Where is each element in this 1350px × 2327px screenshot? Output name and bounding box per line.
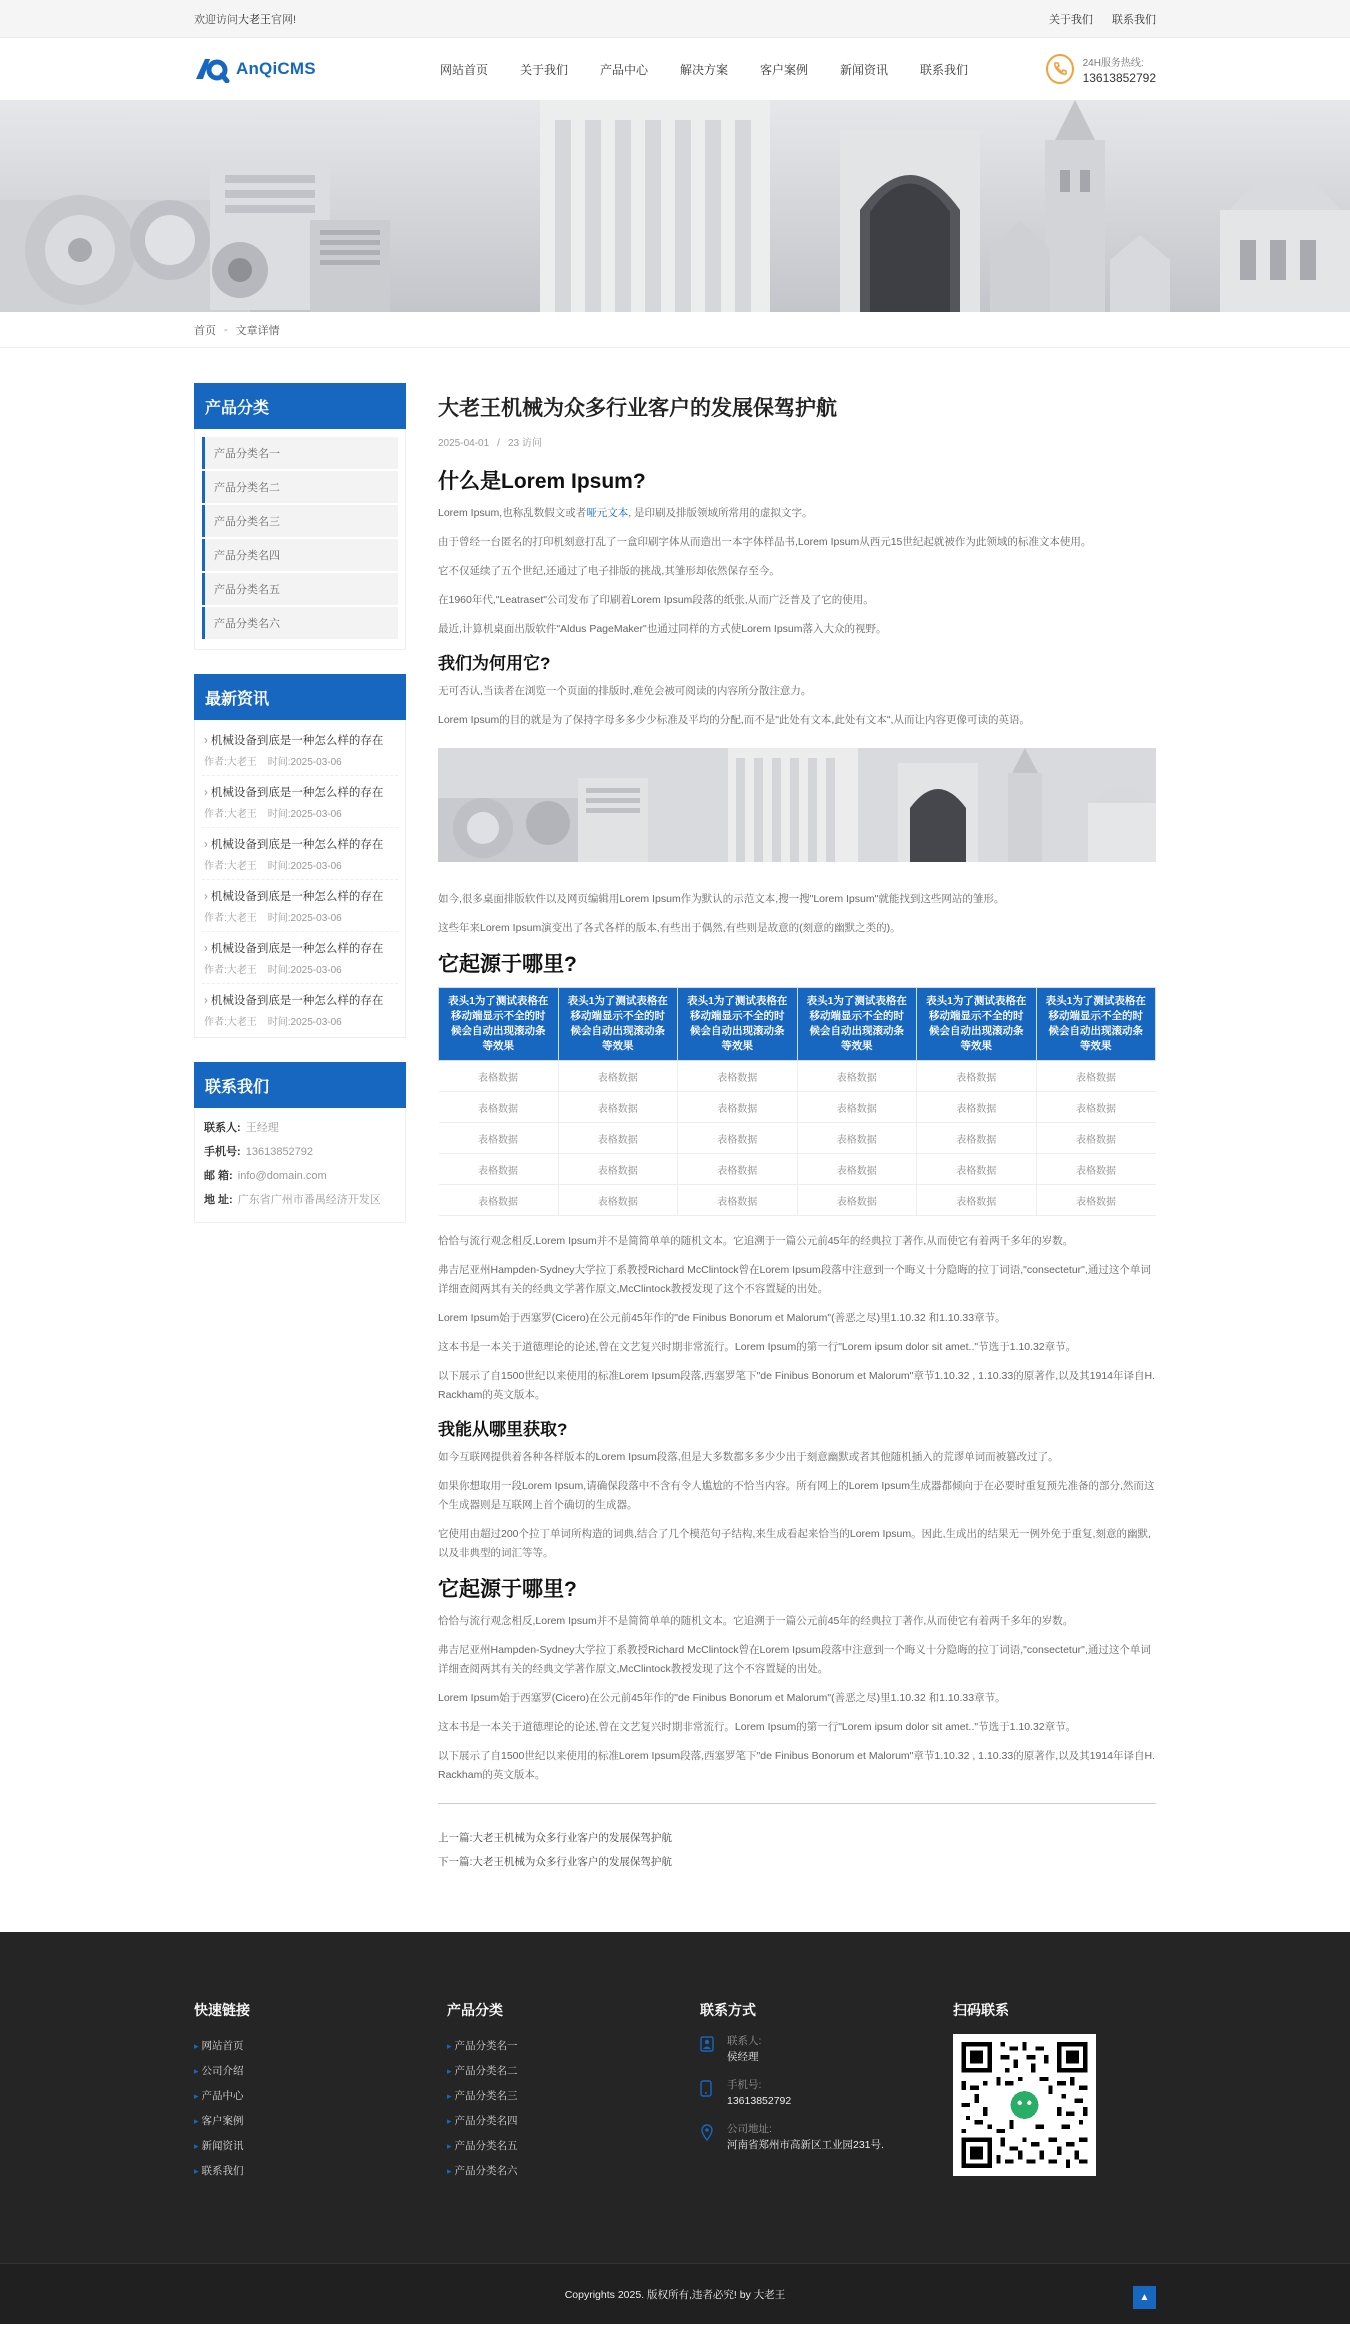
table-header-cell: 表头1为了测试表格在移动端显示不全的时候会自动出现滚动条等效果 — [797, 988, 917, 1061]
table-cell: 表格数据 — [678, 1061, 798, 1092]
table-cell: 表格数据 — [678, 1092, 798, 1123]
paragraph: 这本书是一本关于道德理论的论述,曾在文艺复兴时期非常流行。Lorem Ipsum的第一行"Lorem ipsum dolor sit amet.."节选于1.10.32章节。 — [438, 1341, 1077, 1353]
table-header-cell: 表头1为了测试表格在移动端显示不全的时候会自动出现滚动条等效果 — [558, 988, 678, 1061]
contact-email — [203, 1164, 397, 1188]
welcome-suffix: 官网! — [271, 14, 297, 26]
table-cell: 表格数据 — [558, 1154, 678, 1185]
top-bar — [0, 0, 1350, 38]
footer-quick-title: 快速链接 — [194, 2002, 250, 2018]
footer-link-label: 新闻资讯 — [201, 2140, 244, 2152]
section-heading: 什么是Lorem Ipsum? — [438, 470, 646, 493]
footer-contact-person — [700, 2034, 953, 2065]
paragraph-text: , 是印刷及排版领域所常用的虚拟文字。 — [628, 507, 813, 519]
breadcrumb — [0, 312, 1350, 348]
news-author: 作者:大老王 — [204, 809, 257, 820]
contact-address-label: 地 址: — [204, 1194, 233, 1206]
table-cell: 表格数据 — [917, 1154, 1037, 1185]
table-cell: 表格数据 — [678, 1123, 798, 1154]
nav-home[interactable]: 网站首页 — [439, 62, 488, 77]
footer-link-label: 产品分类名一 — [454, 2040, 518, 2052]
news-title-link[interactable] — [204, 836, 398, 854]
paragraph: 在1960年代,"Leatraset"公司发布了印刷着Lorem Ipsum段落的纸张,从而广泛普及了它的使用。 — [438, 594, 874, 606]
logo-text: AnQiCMS — [236, 59, 316, 78]
paragraph: 如今互联网提供着各种各样版本的Lorem Ipsum段落,但是大多数都多多少少出于刻意幽默或者其他随机插入的荒谬单词而被篡改过了。 — [438, 1451, 1059, 1463]
paragraph — [438, 504, 1156, 523]
table-cell: 表格数据 — [558, 1092, 678, 1123]
next-label: 下一篇: — [438, 1856, 473, 1868]
section-heading: 它起源于哪里? — [438, 953, 577, 976]
news-title: 机械设备到底是一种怎么样的存在 — [210, 839, 384, 851]
news-time: 时间:2025-03-06 — [267, 809, 342, 820]
table-cell: 表格数据 — [917, 1092, 1037, 1123]
table-header-cell: 表头1为了测试表格在移动端显示不全的时候会自动出现滚动条等效果 — [917, 988, 1037, 1061]
paragraph-text: Lorem Ipsum,也称乱数假文或者 — [438, 507, 587, 519]
chevron-up-icon: ▲ — [1139, 2292, 1150, 2303]
table-header-row — [439, 988, 1156, 1061]
news-author: 作者:大老王 — [204, 1017, 257, 1028]
user-icon — [700, 2036, 714, 2065]
paragraph: 它使用由超过200个拉丁单词所构造的词典,结合了几个模范句子结构,来生成看起来恰当的Lorem Ipsum。因此,生成出的结果无一例外免于重复,刻意的幽默,以及非典型的词汇等等。 — [438, 1528, 1151, 1559]
news-title: 机械设备到底是一种怎么样的存在 — [210, 787, 384, 799]
caret-right-icon: ▸ — [447, 2141, 452, 2151]
sidebar-category-item[interactable]: 产品分类名四 — [202, 539, 398, 571]
welcome-prefix: 欢迎访问 — [194, 14, 238, 26]
table-cell: 表格数据 — [558, 1123, 678, 1154]
table-row — [439, 1061, 1156, 1092]
table-cell: 表格数据 — [797, 1123, 917, 1154]
news-title-link[interactable] — [204, 888, 398, 906]
copyright-bar — [0, 2263, 1350, 2324]
news-time: 时间:2025-03-06 — [267, 913, 342, 924]
paragraph: 最近,计算机桌面出版软件"Aldus PageMaker"也通过同样的方式使Lorem Ipsum落入大众的视野。 — [438, 623, 887, 635]
paragraph: 弗吉尼亚州Hampden-Sydney大学拉丁系教授Richard McClintock曾在Lorem Ipsum段落中注意到一个晦义十分隐晦的拉丁词语,"consectetur",通过这个单词详细查阅两其有关的经典文学著作原文,McClintock教授发现了这个不容置疑的出处。 — [438, 1644, 1151, 1675]
footer-link-label: 联系我们 — [201, 2165, 244, 2177]
paragraph: 这本书是一本关于道德理论的论述,曾在文艺复兴时期非常流行。Lorem Ipsum的第一行"Lorem ipsum dolor sit amet.."节选于1.10.32章节。 — [438, 1721, 1077, 1733]
article-date: 2025-04-01 — [438, 438, 490, 449]
table-header-cell: 表头1为了测试表格在移动端显示不全的时候会自动出现滚动条等效果 — [1036, 988, 1156, 1061]
footer-link[interactable] — [447, 2134, 700, 2159]
next-article[interactable] — [438, 1850, 1156, 1874]
welcome-site-name: 大老王 — [238, 14, 271, 26]
contact-email-label: 邮 箱: — [204, 1170, 233, 1182]
hotline-label: 24H服务热线: — [1082, 57, 1144, 69]
prev-label: 上一篇: — [438, 1832, 473, 1844]
paragraph: 以下展示了自1500世纪以来使用的标准Lorem Ipsum段落,西塞罗笔下"de Finibus Bonorum et Malorum"章节1.10.32 , 1.10.33的原著作,以及其1914年译自H. Rackham的英文版本。 — [438, 1370, 1155, 1401]
footer-contact-title: 联系方式 — [700, 2002, 756, 2018]
footer-address-value: 河南省郑州市高新区工业园231号. — [727, 2139, 884, 2151]
copyright-text: Copyrights 2025. 版权所有,违者必究! by 大老王 — [564, 2288, 786, 2301]
caret-right-icon: ▸ — [194, 2116, 199, 2126]
breadcrumb-home[interactable]: 首页 — [194, 325, 216, 337]
table-cell: 表格数据 — [797, 1185, 917, 1216]
news-author: 作者:大老王 — [204, 965, 257, 976]
sidebar-contact-title: 联系我们 — [194, 1062, 406, 1108]
footer-link[interactable] — [194, 2084, 447, 2109]
table-header-cell: 表头1为了测试表格在移动端显示不全的时候会自动出现滚动条等效果 — [439, 988, 559, 1061]
nav-news[interactable]: 新闻资讯 — [839, 62, 888, 77]
table-cell: 表格数据 — [678, 1154, 798, 1185]
table-cell: 表格数据 — [439, 1154, 559, 1185]
table-cell: 表格数据 — [439, 1185, 559, 1216]
sidebar-contact — [194, 1108, 406, 1223]
table-cell: 表格数据 — [439, 1061, 559, 1092]
table-cell: 表格数据 — [1036, 1061, 1156, 1092]
paragraph: 弗吉尼亚州Hampden-Sydney大学拉丁系教授Richard McClintock曾在Lorem Ipsum段落中注意到一个晦义十分隐晦的拉丁词语,"consectetur",通过这个单词详细查阅两其有关的经典文学著作原文,McClintock教授发现了这个不容置疑的出处。 — [438, 1264, 1151, 1295]
table-row — [439, 1123, 1156, 1154]
section-heading: 它起源于哪里? — [438, 1578, 577, 1601]
paragraph: 由于曾经一台匿名的打印机刻意打乱了一盒印刷字体从而造出一本字体样品书,Lorem Ipsum从西元15世纪起就被作为此领域的标准文本使用。 — [438, 536, 1092, 548]
table-cell: 表格数据 — [797, 1061, 917, 1092]
chevron-right-icon: › — [204, 787, 208, 799]
sidebar-category-item[interactable]: 产品分类名一 — [202, 437, 398, 469]
footer-contact — [700, 2000, 953, 2184]
table-cell: 表格数据 — [1036, 1123, 1156, 1154]
footer-link[interactable] — [447, 2109, 700, 2134]
article — [438, 383, 1156, 1874]
caret-right-icon: ▸ — [447, 2041, 452, 2051]
table-cell: 表格数据 — [1036, 1154, 1156, 1185]
news-title: 机械设备到底是一种怎么样的存在 — [210, 943, 384, 955]
footer-categories-title: 产品分类 — [447, 2002, 503, 2018]
paragraph: Lorem Ipsum的目的就是为了保持字母多多少少标准及平均的分配,而不是"此处有文本,此处有文本",从而让内容更像可读的英语。 — [438, 714, 1030, 726]
footer-link-label: 产品分类名二 — [454, 2065, 518, 2077]
caret-right-icon: ▸ — [447, 2166, 452, 2176]
paragraph: 如今,很多桌面排版软件以及网页编辑用Lorem Ipsum作为默认的示范文本,搜一搜"Lorem Ipsum"就能找到这些网站的雏形。 — [438, 893, 1005, 905]
news-item — [202, 776, 398, 828]
breadcrumb-separator: - — [224, 324, 228, 336]
top-link-about[interactable]: 关于我们 — [1048, 14, 1093, 26]
news-time: 时间:2025-03-06 — [267, 1017, 342, 1028]
nav-products[interactable]: 产品中心 — [599, 62, 648, 77]
footer-link[interactable] — [447, 2084, 700, 2109]
table-cell: 表格数据 — [1036, 1092, 1156, 1123]
footer-contact-address — [700, 2122, 953, 2153]
footer-link[interactable] — [194, 2159, 447, 2184]
table-cell: 表格数据 — [797, 1154, 917, 1185]
logo[interactable] — [194, 55, 424, 83]
contact-person-label: 联系人: — [204, 1122, 241, 1134]
footer-qr-title: 扫码联系 — [953, 2002, 1009, 2018]
footer-link-label: 客户案例 — [201, 2115, 244, 2127]
footer-link-label: 公司介绍 — [201, 2065, 244, 2077]
sidebar-category-item[interactable]: 产品分类名二 — [202, 471, 398, 503]
table-cell: 表格数据 — [917, 1185, 1037, 1216]
caret-right-icon: ▸ — [447, 2066, 452, 2076]
contact-phone-label: 手机号: — [204, 1146, 241, 1158]
news-title: 机械设备到底是一种怎么样的存在 — [210, 995, 384, 1007]
table-cell: 表格数据 — [558, 1185, 678, 1216]
caret-right-icon: ▸ — [447, 2116, 452, 2126]
article-image — [438, 748, 1156, 862]
sidebar-category-item[interactable]: 产品分类名六 — [202, 607, 398, 639]
sidebar-categories — [194, 429, 406, 650]
footer-phone-value: 13613852792 — [727, 2095, 792, 2107]
section-heading: 我能从哪里获取? — [438, 1420, 568, 1439]
footer-link-label: 产品分类名四 — [454, 2115, 518, 2127]
news-item — [202, 724, 398, 776]
paragraph: 这些年来Lorem Ipsum演变出了各式各样的版本,有些出于偶然,有些则是故意的(刻意的幽默之类的)。 — [438, 922, 901, 934]
footer-link[interactable] — [447, 2159, 700, 2184]
footer-link[interactable] — [447, 2059, 700, 2084]
contact-phone-value: 13613852792 — [245, 1146, 314, 1158]
banner-image — [0, 100, 1350, 312]
chevron-right-icon: › — [204, 891, 208, 903]
data-table — [438, 987, 1156, 1216]
footer-categories — [447, 2000, 700, 2184]
table-row — [439, 1185, 1156, 1216]
news-time: 时间:2025-03-06 — [267, 965, 342, 976]
back-to-top-button[interactable] — [1133, 2286, 1156, 2309]
table-cell: 表格数据 — [439, 1123, 559, 1154]
news-author: 作者:大老王 — [204, 861, 257, 872]
article-meta — [438, 434, 1156, 449]
main-area — [194, 348, 1156, 1932]
footer-link-label: 产品中心 — [201, 2090, 244, 2102]
next-title: 大老王机械为众多行业客户的发展保驾护航 — [472, 1856, 672, 1868]
news-title-link[interactable] — [204, 992, 398, 1010]
news-time: 时间:2025-03-06 — [267, 757, 342, 768]
table-cell: 表格数据 — [917, 1123, 1037, 1154]
contact-phone — [203, 1140, 397, 1164]
footer-address-label: 公司地址: — [727, 2123, 772, 2135]
paragraph: Lorem Ipsum始于西塞罗(Cicero)在公元前45年作的"de Finibus Bonorum et Malorum"(善恶之尽)里1.10.32 和1.10.33章节。 — [438, 1312, 1006, 1324]
hotline-number: 13613852792 — [1082, 70, 1156, 85]
sidebar-news-title: 最新资讯 — [194, 674, 406, 720]
sidebar-news — [194, 720, 406, 1038]
top-link-contact[interactable]: 联系我们 — [1112, 14, 1156, 26]
footer-link-label: 产品分类名六 — [454, 2165, 518, 2177]
hotline — [1046, 54, 1156, 85]
chevron-right-icon: › — [204, 995, 208, 1007]
caret-right-icon: ▸ — [194, 2166, 199, 2176]
location-icon — [700, 2124, 714, 2153]
footer-link-label: 产品分类名五 — [454, 2140, 518, 2152]
footer-contact-phone — [700, 2078, 953, 2109]
table-cell: 表格数据 — [1036, 1185, 1156, 1216]
footer-link-label: 产品分类名三 — [454, 2090, 518, 2102]
caret-right-icon: ▸ — [194, 2066, 199, 2076]
news-item — [202, 880, 398, 932]
table-header-cell: 表头1为了测试表格在移动端显示不全的时候会自动出现滚动条等效果 — [678, 988, 798, 1061]
chevron-right-icon: › — [204, 839, 208, 851]
news-title-link[interactable] — [204, 784, 398, 802]
paragraph: 恰恰与流行观念相反,Lorem Ipsum并不是简简单单的随机文本。它追溯于一篇公元前45年的经典拉丁著作,从而使它有着两千多年的岁数。 — [438, 1615, 1074, 1627]
divider — [438, 1803, 1156, 1804]
caret-right-icon: ▸ — [447, 2091, 452, 2101]
footer-link[interactable] — [194, 2034, 447, 2059]
table-row — [439, 1154, 1156, 1185]
caret-right-icon: ▸ — [194, 2041, 199, 2051]
prev-article[interactable] — [438, 1826, 1156, 1850]
footer-link[interactable] — [194, 2059, 447, 2084]
news-title-link[interactable] — [204, 940, 398, 958]
table-cell: 表格数据 — [917, 1061, 1037, 1092]
sidebar-categories-title: 产品分类 — [194, 383, 406, 429]
footer-link[interactable] — [194, 2109, 447, 2134]
nav-cases[interactable]: 客户案例 — [759, 62, 808, 77]
footer-link[interactable] — [194, 2134, 447, 2159]
footer-link-label: 网站首页 — [201, 2040, 244, 2052]
footer — [0, 1932, 1350, 2263]
header — [0, 38, 1350, 100]
qr-code-image — [953, 2034, 1096, 2176]
top-links — [1033, 11, 1156, 27]
contact-address — [203, 1188, 397, 1212]
mobile-icon — [700, 2080, 714, 2109]
news-author: 作者:大老王 — [204, 757, 257, 768]
table-row — [439, 1092, 1156, 1123]
news-item — [202, 932, 398, 984]
article-title: 大老王机械为众多行业客户的发展保驾护航 — [438, 397, 837, 420]
phone-icon — [1046, 54, 1074, 84]
table-cell: 表格数据 — [439, 1092, 559, 1123]
main-nav — [424, 61, 1046, 78]
sidebar — [194, 383, 406, 1874]
news-title: 机械设备到底是一种怎么样的存在 — [210, 891, 384, 903]
paragraph: 它不仅延续了五个世纪,还通过了电子排版的挑战,其雏形却依然保存至今。 — [438, 565, 780, 577]
inline-link[interactable]: 哑元文本 — [586, 507, 629, 519]
paragraph: Lorem Ipsum始于西塞罗(Cicero)在公元前45年作的"de Finibus Bonorum et Malorum"(善恶之尽)里1.10.32 和1.10.33章节。 — [438, 1692, 1006, 1704]
logo-icon — [194, 55, 230, 83]
chevron-right-icon: › — [204, 943, 208, 955]
prev-title: 大老王机械为众多行业客户的发展保驾护航 — [472, 1832, 672, 1844]
news-item — [202, 828, 398, 880]
news-title: 机械设备到底是一种怎么样的存在 — [210, 735, 384, 747]
sidebar-category-item[interactable]: 产品分类名五 — [202, 573, 398, 605]
table-cell: 表格数据 — [558, 1061, 678, 1092]
section-heading: 我们为何用它? — [438, 654, 551, 673]
contact-person — [203, 1116, 397, 1140]
article-meta-separator: / — [497, 438, 500, 449]
article-views: 23 访问 — [507, 438, 542, 449]
contact-email-value: info@domain.com — [237, 1170, 327, 1182]
welcome-text — [194, 11, 296, 27]
footer-person-value: 侯经理 — [727, 2051, 759, 2063]
footer-qr — [953, 2000, 1156, 2184]
table-cell: 表格数据 — [678, 1185, 798, 1216]
footer-person-label: 联系人: — [727, 2035, 762, 2047]
contact-person-value: 王经理 — [245, 1122, 279, 1134]
paragraph: 以下展示了自1500世纪以来使用的标准Lorem Ipsum段落,西塞罗笔下"de Finibus Bonorum et Malorum"章节1.10.32 , 1.10.33的原著作,以及其1914年译自H. Rackham的英文版本。 — [438, 1750, 1155, 1781]
news-item — [202, 984, 398, 1035]
nav-contact[interactable]: 联系我们 — [919, 62, 968, 77]
chevron-right-icon: › — [204, 735, 208, 747]
caret-right-icon: ▸ — [194, 2141, 199, 2151]
footer-phone-label: 手机号: — [727, 2079, 762, 2091]
news-author: 作者:大老王 — [204, 913, 257, 924]
caret-right-icon: ▸ — [194, 2091, 199, 2101]
footer-quick-links — [194, 2000, 447, 2184]
breadcrumb-current: 文章详情 — [235, 325, 280, 337]
contact-address-value: 广东省广州市番禺经济开发区 — [237, 1194, 381, 1206]
nav-solutions[interactable]: 解决方案 — [679, 62, 728, 77]
sidebar-category-item[interactable]: 产品分类名三 — [202, 505, 398, 537]
paragraph: 恰恰与流行观念相反,Lorem Ipsum并不是简简单单的随机文本。它追溯于一篇公元前45年的经典拉丁著作,从而使它有着两千多年的岁数。 — [438, 1235, 1074, 1247]
paragraph: 无可否认,当读者在浏览一个页面的排版时,难免会被可阅读的内容所分散注意力。 — [438, 685, 812, 697]
news-title-link[interactable] — [204, 732, 398, 750]
table-cell: 表格数据 — [797, 1092, 917, 1123]
news-time: 时间:2025-03-06 — [267, 861, 342, 872]
paragraph: 如果你想取用一段Lorem Ipsum,请确保段落中不含有令人尴尬的不恰当内容。所有网上的Lorem Ipsum生成器都倾向于在必要时重复预先准备的部分,然而这个生成器则是互联网上首个确切的生成器。 — [438, 1480, 1155, 1511]
footer-link[interactable] — [447, 2034, 700, 2059]
nav-about[interactable]: 关于我们 — [519, 62, 568, 77]
